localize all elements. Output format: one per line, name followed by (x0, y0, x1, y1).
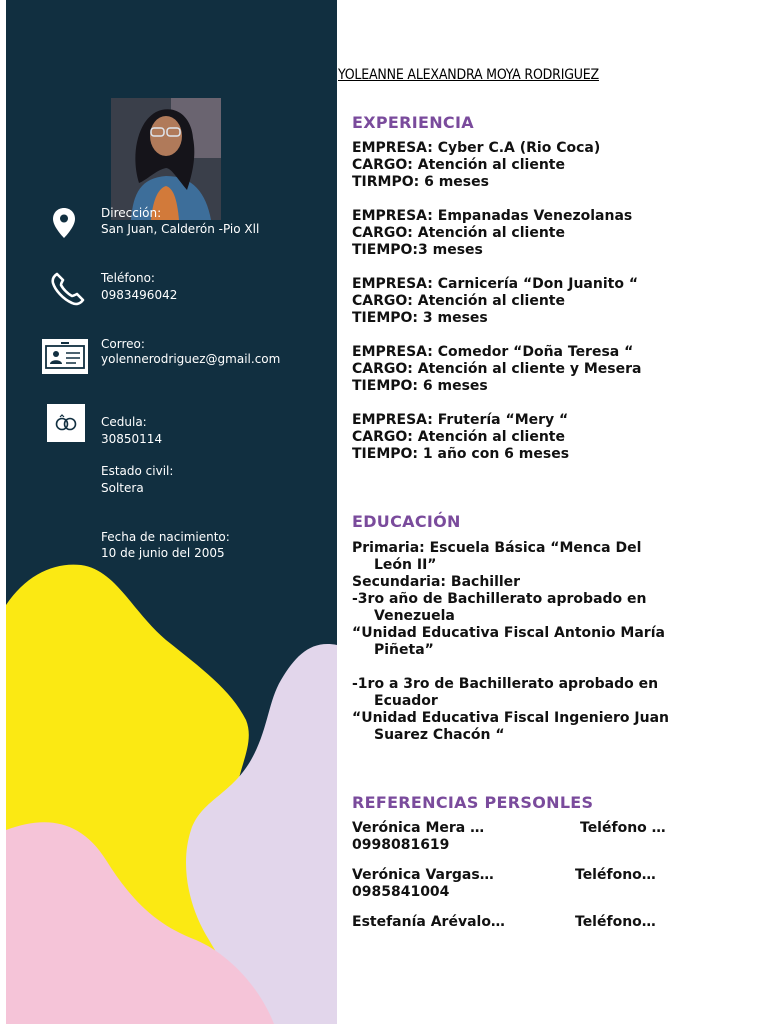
spacer (352, 659, 752, 676)
location-pin-icon (53, 208, 75, 238)
education-list (352, 540, 752, 744)
email-icon-box (42, 339, 88, 374)
reference-phone-label: Teléfono… (575, 867, 656, 883)
reference-name: Verónica Vargas… (352, 867, 494, 883)
sidebar (6, 0, 337, 1024)
education-ecuador: -1ro a 3ro de Bachillerato aprobado en (352, 676, 659, 692)
profile-photo (111, 98, 221, 220)
email-label: Correo: (101, 337, 145, 351)
job-role: CARGO: Atención al cliente (352, 429, 565, 445)
rings-icon-box (47, 404, 85, 442)
birthdate-label: Fecha de nacimiento: (101, 530, 230, 544)
phone-label: Teléfono: (101, 271, 155, 285)
reference-phone-label: Teléfono… (575, 914, 656, 930)
reference-name: Estefanía Arévalo… (352, 914, 505, 930)
job-role: CARGO: Atención al cliente (352, 157, 565, 173)
references-title: REFERENCIAS PERSONLES (352, 793, 594, 812)
id-label: Cedula: (101, 415, 147, 429)
education-primary: Primaria: Escuela Básica “Menca Del (352, 540, 642, 556)
education-ecuador-school-cont: Suarez Chacón “ (374, 727, 505, 743)
job-entry (352, 276, 638, 327)
reference-phone: 0998081619 (352, 837, 450, 853)
education-venezuela-school-cont: Piñeta” (374, 642, 434, 658)
education-ecuador-cont: Ecuador (374, 693, 438, 709)
job-company: EMPRESA: Comedor “Doña Teresa “ (352, 344, 634, 360)
civil-status-value: Soltera (101, 481, 144, 495)
education-primary-cont: León II” (374, 557, 437, 573)
job-entry (352, 140, 600, 191)
experience-title: EXPERIENCIA (352, 113, 474, 132)
education-secondary: Secundaria: Bachiller (352, 574, 521, 590)
job-duration: TIEMPO: 6 meses (352, 378, 488, 394)
job-company: EMPRESA: Carnicería “Don Juanito “ (352, 276, 639, 292)
reference-name: Verónica Mera … (352, 820, 485, 836)
full-name: YOLEANNE ALEXANDRA MOYA RODRIGUEZ (338, 67, 599, 83)
phone-icon (51, 272, 87, 306)
education-venezuela-school: “Unidad Educativa Fiscal Antonio María (352, 625, 665, 641)
id-card-icon (42, 339, 88, 374)
profile-photo-image (111, 98, 221, 220)
education-venezuela: -3ro año de Bachillerato aprobado en (352, 591, 647, 607)
email-value: yolennerodriguez@gmail.com (101, 352, 281, 366)
job-company: EMPRESA: Frutería “Mery “ (352, 412, 569, 428)
civil-status-label: Estado civil: (101, 464, 174, 478)
education-title: EDUCACIÓN (352, 512, 461, 531)
address-value: San Juan, Calderón -Pio Xll (101, 222, 260, 236)
job-entry (352, 412, 569, 463)
birthdate-value: 10 de junio del 2005 (101, 546, 225, 560)
job-company: EMPRESA: Cyber C.A (Rio Coca) (352, 140, 601, 156)
phone-value: 0983496042 (101, 288, 178, 302)
job-entry (352, 344, 641, 395)
job-duration: TIEMPO:3 meses (352, 242, 483, 258)
education-ecuador-school: “Unidad Educativa Fiscal Ingeniero Juan (352, 710, 669, 726)
reference-phone: 0985841004 (352, 884, 450, 900)
address-label: Dirección: (101, 206, 162, 220)
job-company: EMPRESA: Empanadas Venezolanas (352, 208, 633, 224)
job-role: CARGO: Atención al cliente (352, 293, 565, 309)
education-venezuela-cont: Venezuela (374, 608, 455, 624)
id-value: 30850114 (101, 432, 163, 446)
job-duration: TIEMPO: 1 año con 6 meses (352, 446, 570, 462)
job-duration: TIRMPO: 6 meses (352, 174, 489, 190)
job-entry (352, 208, 632, 259)
job-role: CARGO: Atención al cliente (352, 225, 565, 241)
rings-icon (47, 404, 85, 442)
reference-phone-label: Teléfono … (580, 820, 666, 836)
job-role: CARGO: Atención al cliente y Mesera (352, 361, 642, 377)
job-duration: TIEMPO: 3 meses (352, 310, 488, 326)
